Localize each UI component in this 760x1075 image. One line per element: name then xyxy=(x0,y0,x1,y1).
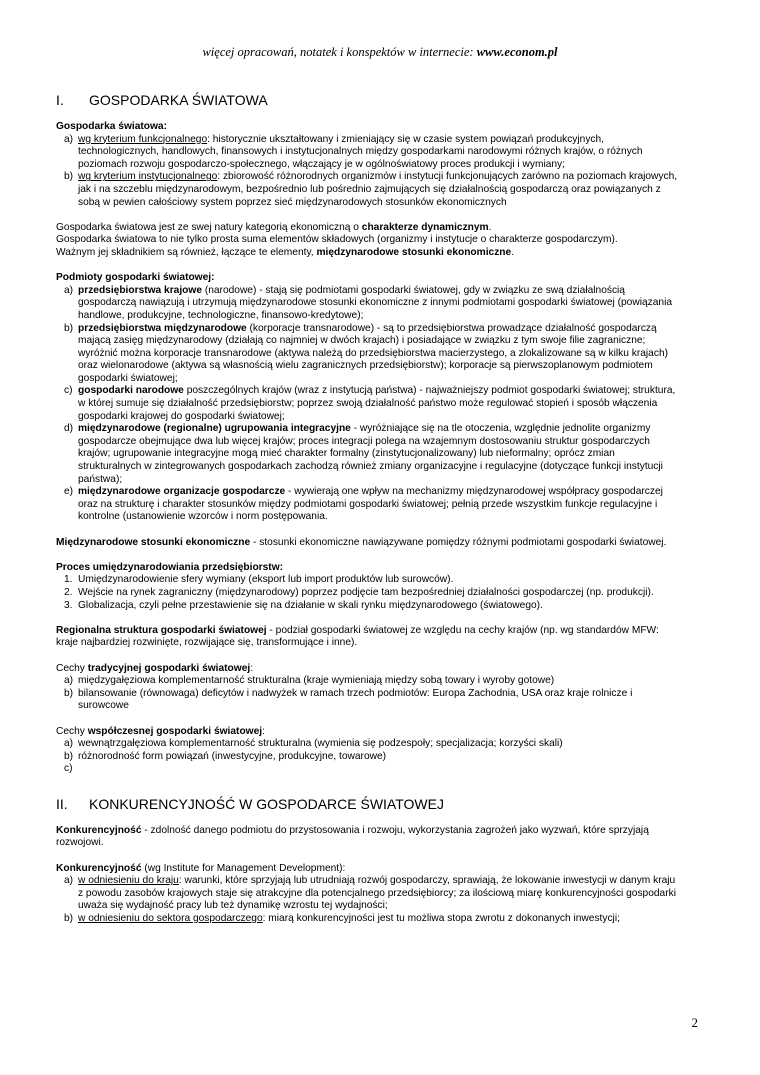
term-underlined: wg kryterium funkcjonalnego xyxy=(78,133,208,145)
intro-text: . xyxy=(511,246,515,258)
term-underlined: w odniesieniu do kraju xyxy=(78,875,179,887)
list-item xyxy=(56,751,680,764)
term-bold: Międzynarodowe stosunki ekonomiczne xyxy=(56,536,251,548)
list-marker: a) xyxy=(64,738,74,750)
list-marker: e) xyxy=(64,486,74,498)
item-text: Globalizacja, czyli pełne przestawienie się na działanie w skali rynku międzynarodowego (światowego). xyxy=(78,599,543,611)
list-marker: 2. xyxy=(64,586,73,598)
list-item xyxy=(56,171,680,209)
list-marker: 3. xyxy=(64,599,73,611)
heading-text: Cechy xyxy=(56,662,88,674)
section-heading-1 xyxy=(56,92,680,108)
konkurencyjnosc-definition xyxy=(56,825,680,850)
term-bold: współczesnej gospodarki światowej xyxy=(87,725,263,737)
term-underlined: w odniesieniu do sektora gospodarczego xyxy=(78,913,263,925)
list-item xyxy=(56,688,680,713)
term-bold: przedsiębiorstwa krajowe xyxy=(78,284,202,296)
list-item xyxy=(56,913,680,926)
list-marker: b) xyxy=(64,913,74,925)
paragraph-text: - zdolność danego podmiotu do przystosowania i rozwoju, wykorzystania zagrożeń jako wyzwań, które sprzyjają rozwojowi. xyxy=(56,824,649,849)
list-item xyxy=(56,285,680,323)
item-text: międzygałęziowa komplementarność strukturalna (kraje wymieniają między sobą towary i wyroby gotowe) xyxy=(78,675,555,687)
list-item xyxy=(56,587,680,600)
list-marker: a) xyxy=(64,284,74,296)
list-marker: b) xyxy=(64,687,74,699)
intro-bold: międzynarodowe stosunki ekonomiczne xyxy=(316,246,512,258)
podmioty-heading: Podmioty gospodarki światowej: xyxy=(56,272,215,284)
intro-paragraph: Gospodarka światowa to nie tylko prosta suma elementów składowych (organizmy i instytucje o charakterze gospodarczym). xyxy=(56,234,618,246)
term-bold: przedsiębiorstwa międzynarodowe xyxy=(78,322,247,334)
list-marker: a) xyxy=(64,133,74,145)
list-item xyxy=(56,385,680,423)
page-content xyxy=(56,92,680,926)
page-number: 2 xyxy=(691,1015,698,1030)
term-bold: gospodarki narodowe xyxy=(78,385,184,397)
term-underlined: wg kryterium instytucjonalnego xyxy=(78,171,218,183)
heading-text: : xyxy=(250,662,254,674)
list-marker: b) xyxy=(64,750,74,762)
intro-paragraph xyxy=(56,247,680,260)
intro-bold: charakterze dynamicznym xyxy=(361,221,489,233)
section-number: II. xyxy=(56,795,68,812)
list-marker: a) xyxy=(64,875,74,887)
item-text: : miarą konkurencyjności jest tu możliwa stopa zwrotu z dokonanych inwestycji; xyxy=(262,913,620,925)
item-text: Wejście na rynek zagraniczny (międzynarodowy) poprzez podjęcie tam bezpośredniej działalności gospodarczej (np. produkcji). xyxy=(78,586,654,598)
item-text: (korporacje transnarodowe) - są to przedsiębiorstwa prowadzące działalność gospodarczą mającą zasięg międzynarodowy (działają co najmniej w dwóch krajach) i posiadające w związku z tym swoje filie zagraniczne; wyróżnić można korporacje transnarodowe (aktywa należą do przedsiębiorstwa macierzystego, a zlokalizowane są w kilku krajach) oraz wielonarodowe (aktywa są własnością wielu zagranicznych przedsiębiorstw); korporacje są pierwszoplanowym podmiotem gospodarki światowej; xyxy=(78,322,669,384)
item-text: - wyróżniające się na tle otoczenia, względnie jednolite organizmy gospodarcze obejmujące dwa lub więcej krajów; proces integracji polega na wzajemnym dostosowaniu struktur gospodarczych krajów; ugrupowanie integracyjne mogą mieć charakter formalny (zinstytucjonalizowany) lub nieformalny; oprócz zmian strukturalnych w zintegrowanych gospodarkach zachodzą również zmiany organizacyjne i regulacyjne (dotyczące funkcji instytucji państwa); xyxy=(78,423,663,485)
item-text: (narodowe) - stają się podmiotami gospodarki światowej, gdy w związku ze swą działalnością gospodarczą nawiązują i utrzymują międzynarodowe stosunki ekonomiczne z innymi podmiotami gospodarki światowej (powiązania handlowe, produkcyjne, technologiczne, finansowo-kredytowe); xyxy=(78,284,672,321)
list-item xyxy=(56,134,680,172)
item-text: Umiędzynarodowienie sfery wymiany (eksport lub import produktów lub surowców). xyxy=(78,574,454,586)
term-bold: Regionalna struktura gospodarki światowej xyxy=(56,624,267,636)
heading-text: Cechy xyxy=(56,725,88,737)
list-marker: a) xyxy=(64,675,74,687)
gospodarka-heading: Gospodarka światowa: xyxy=(56,121,167,132)
section-heading-2 xyxy=(56,796,680,812)
term-bold: Konkurencyjność xyxy=(56,862,142,874)
list-marker: 1. xyxy=(64,574,73,586)
list-marker: d) xyxy=(64,423,74,435)
item-text: poszczególnych krajów (wraz z instytucją państwa) - najważniejszy podmiot gospodarki światowej; struktura, w której sumuje się działalność przedsiębiorstw; poprzez swoją działalność państwo może regulować stopień i sposób włączenia gospodarki krajowej do gospodarki światowej; xyxy=(78,385,676,422)
heading-text: (wg Institute for Management Development): xyxy=(141,862,346,874)
term-bold: tradycyjnej gospodarki światowej xyxy=(87,662,251,674)
intro-text: Gospodarka światowa jest ze swej natury kategorią ekonomiczną o xyxy=(56,221,362,233)
intro-paragraph xyxy=(56,222,680,235)
list-item xyxy=(56,763,680,776)
intro-text: . xyxy=(488,221,492,233)
paragraph-text: - stosunki ekonomiczne nawiązywane pomiędzy różnymi podmiotami gospodarki światowej. xyxy=(250,536,667,548)
term-bold: Konkurencyjność xyxy=(56,824,142,836)
wspolczesna-heading xyxy=(56,726,680,739)
list-item xyxy=(56,738,680,751)
list-item xyxy=(56,875,680,913)
imd-heading xyxy=(56,863,680,876)
regionalna-paragraph xyxy=(56,625,680,650)
list-marker: b) xyxy=(64,171,74,183)
item-text: wewnątrzgałęziowa komplementarność strukturalna (wymienia się podzespoły; specjalizacja; korzyści skali) xyxy=(78,738,563,750)
item-text: różnorodność form powiązań (inwestycyjne, produkcyjne, towarowe) xyxy=(78,750,387,762)
heading-text: : xyxy=(262,725,265,737)
item-text: bilansowanie (równowaga) deficytów i nadwyżek w ramach trzech podmiotów: Europa Zachodnia, USA oraz kraje rolnicze i surowcowe xyxy=(78,687,633,712)
section-number: I. xyxy=(56,92,64,108)
tradycyjna-heading xyxy=(56,663,680,676)
item-text: : historycznie ukształtowany i zmieniający się w czasie system powiązań produkcyjnych, technologicznych, handlowych, finansowych i instytucjonalnych między gospodarkami narodowymi różnych krajów, o różnych poziomach rozwoju gospodarczo-społecznego, włączający je w ogólnoświatowy proces produkcji i wymiany; xyxy=(78,133,643,170)
proces-heading: Proces umiędzynarodowiania przedsiębiorstw: xyxy=(56,561,284,573)
header-text: więcej opracowań, notatek i konspektów w internecie: xyxy=(202,45,477,59)
list-item xyxy=(56,423,680,486)
item-text: : warunki, które sprzyjają lub utrudniają rozwój gospodarczy, sprawiają, że lokowanie inwestycji w danym kraju z powodu zasobów krajowych staje się atrakcyjne dla potencjalnego przedsiębiorcy; za ilościową miarę konkurencyjności gospodarki uważa się wydajność pracy lub też dynamikę wzrostu tej wydajności; xyxy=(78,875,676,912)
term-bold: międzynarodowe organizacje gospodarcze xyxy=(78,486,286,498)
list-item xyxy=(56,600,680,613)
intro-text: Ważnym jej składnikiem są również, łączące te elementy, xyxy=(56,246,317,258)
list-marker: b) xyxy=(64,322,74,334)
list-marker: c) xyxy=(64,385,73,397)
header-site-link[interactable]: www.econom.pl xyxy=(476,45,558,59)
list-item xyxy=(56,675,680,688)
list-item xyxy=(56,323,680,386)
section-title: GOSPODARKA ŚWIATOWA xyxy=(89,92,268,108)
list-item xyxy=(56,486,680,524)
paragraph-text: - podział gospodarki światowej ze względu na cechy krajów (np. wg standardów MFW: kraje najbardziej rozwinięte, rozwijające się, transformujące i inne). xyxy=(56,624,659,649)
term-bold: międzynarodowe (regionalne) ugrupowania integracyjne xyxy=(78,423,351,435)
mse-paragraph xyxy=(56,537,680,550)
page-header xyxy=(0,45,760,60)
section-title: KONKURENCYJNOŚĆ W GOSPODARCE ŚWIATOWEJ xyxy=(89,795,444,812)
list-item xyxy=(56,574,680,587)
item-text: - wywierają one wpływ na mechanizmy międzynarodowej współpracy gospodarczej oraz na strukturę i charakter stosunków między podmiotami gospodarki światowej; pełnią przede wszystkim funkcje regulacyjne i kontrolne (ustanowienie wzorców i norm postępowania. xyxy=(78,486,663,523)
item-text: : zbiorowość różnorodnych organizmów i instytucji funkcjonujących zarówno na poziomach krajowych, jak i na szczeblu międzynarodowym, bezpośrednio lub pośrednio zajmujących się działalnością gospodarczą oraz powiązanych z sobą w pewien całościowy system poprzez sieć międzynarodowych stosunków ekonomicznych xyxy=(78,171,678,208)
list-marker: c) xyxy=(64,763,73,775)
